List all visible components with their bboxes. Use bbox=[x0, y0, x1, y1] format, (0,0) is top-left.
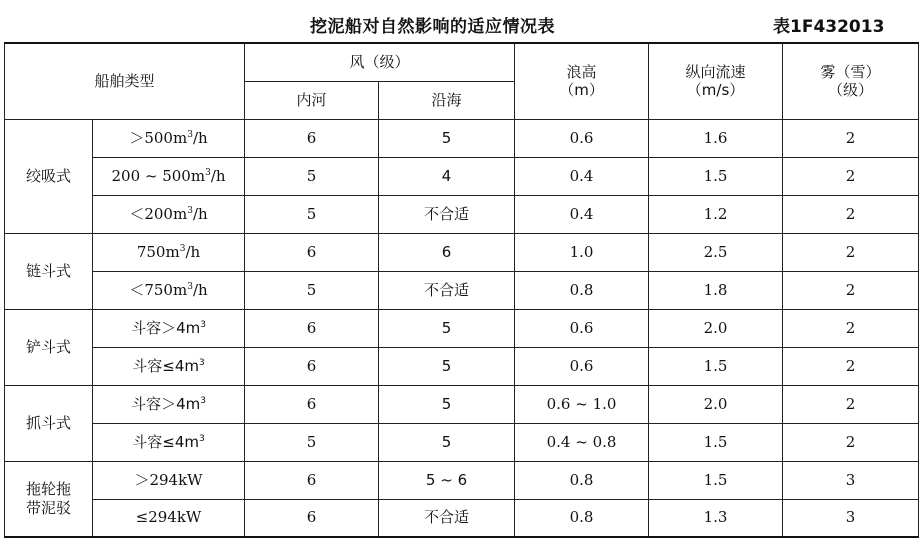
inland-cell: 6 bbox=[245, 119, 379, 157]
group-bucket-chain: 链斗式 bbox=[5, 233, 93, 309]
wave-cell: 0.6 bbox=[515, 309, 649, 347]
fog-cell: 3 bbox=[783, 461, 919, 499]
current-cell: 1.5 bbox=[649, 347, 783, 385]
table-title: 挖泥船对自然影响的适应情况表 bbox=[310, 17, 555, 37]
table-row bbox=[5, 423, 919, 461]
table-row bbox=[5, 461, 919, 499]
table-row bbox=[5, 385, 919, 423]
header-wind: 风（级） bbox=[245, 43, 515, 81]
current-cell: 1.6 bbox=[649, 119, 783, 157]
header-wave-label: 浪高 bbox=[566, 62, 597, 81]
inland-cell: 6 bbox=[245, 233, 379, 271]
current-cell: 2.5 bbox=[649, 233, 783, 271]
coastal-cell: 6 bbox=[379, 233, 515, 271]
group-dipper: 铲斗式 bbox=[5, 309, 93, 385]
inland-cell: 6 bbox=[245, 347, 379, 385]
header-fog bbox=[783, 43, 919, 119]
header-current-unit: （m/s） bbox=[686, 81, 745, 100]
header-fog-label: 雾（雪） bbox=[820, 62, 881, 81]
inland-cell: 5 bbox=[245, 157, 379, 195]
coastal-cell: 5 bbox=[379, 119, 515, 157]
fog-cell: 2 bbox=[783, 423, 919, 461]
coastal-cell: 不合适 bbox=[379, 195, 515, 233]
group-tug-barge-line2: 带泥驳 bbox=[25, 498, 71, 517]
coastal-cell: 不合适 bbox=[379, 499, 515, 537]
fog-cell: 3 bbox=[783, 499, 919, 537]
coastal-cell: 5 bbox=[379, 347, 515, 385]
inland-cell: 6 bbox=[245, 385, 379, 423]
header-row-1 bbox=[5, 43, 919, 81]
current-cell: 1.2 bbox=[649, 195, 783, 233]
fog-cell: 2 bbox=[783, 233, 919, 271]
header-wave-unit: （m） bbox=[559, 81, 604, 100]
inland-cell: 6 bbox=[245, 461, 379, 499]
inland-cell: 5 bbox=[245, 271, 379, 309]
spec-cell: $<200m^3/h$ bbox=[93, 195, 245, 233]
current-cell: 1.5 bbox=[649, 461, 783, 499]
spec-cell: 斗容$\le 4m^3$ bbox=[93, 347, 245, 385]
wave-cell: 0.8 bbox=[515, 271, 649, 309]
group-grab: 抓斗式 bbox=[5, 385, 93, 461]
wave-cell: 0.4 bbox=[515, 195, 649, 233]
header-coastal: 沿海 bbox=[379, 81, 515, 119]
fog-cell: 2 bbox=[783, 271, 919, 309]
fog-cell: 2 bbox=[783, 195, 919, 233]
inland-cell: 5 bbox=[245, 423, 379, 461]
wave-cell: 0.6 bbox=[515, 119, 649, 157]
inland-cell: 6 bbox=[245, 309, 379, 347]
inland-cell: 6 bbox=[245, 499, 379, 537]
inland-cell: 5 bbox=[245, 195, 379, 233]
current-cell: 1.5 bbox=[649, 157, 783, 195]
current-cell: 1.5 bbox=[649, 423, 783, 461]
header-wave-height bbox=[515, 43, 649, 119]
spec-cell: 200 ~ $500m^3/h$ bbox=[93, 157, 245, 195]
group-tug-barge bbox=[5, 461, 93, 537]
table-caption bbox=[0, 6, 923, 38]
coastal-cell: 5 ~ 6 bbox=[379, 461, 515, 499]
wave-cell: 1.0 bbox=[515, 233, 649, 271]
table-row bbox=[5, 119, 919, 157]
fog-cell: 2 bbox=[783, 157, 919, 195]
header-ship-type: 船舶类型 bbox=[5, 43, 245, 119]
wave-cell: 0.8 bbox=[515, 499, 649, 537]
header-fog-unit: （级） bbox=[828, 81, 874, 100]
spec-cell: 斗容$>4m^3$ bbox=[93, 309, 245, 347]
group-tug-barge-line1: 拖轮拖 bbox=[25, 480, 71, 498]
current-cell: 1.3 bbox=[649, 499, 783, 537]
coastal-cell: 4 bbox=[379, 157, 515, 195]
spec-cell: $>500m^3/h$ bbox=[93, 119, 245, 157]
spec-cell: $750m^3/h$ bbox=[93, 233, 245, 271]
current-cell: 2.0 bbox=[649, 385, 783, 423]
header-current-label: 纵向流速 bbox=[685, 62, 746, 81]
wave-cell: 0.4 bbox=[515, 157, 649, 195]
spec-cell: $<750m^3/h$ bbox=[93, 271, 245, 309]
header-inland: 内河 bbox=[245, 81, 379, 119]
current-cell: 2.0 bbox=[649, 309, 783, 347]
wave-cell: 0.4 ~ 0.8 bbox=[515, 423, 649, 461]
table-row bbox=[5, 271, 919, 309]
coastal-cell: 5 bbox=[379, 309, 515, 347]
header-current bbox=[649, 43, 783, 119]
wave-cell: 0.8 bbox=[515, 461, 649, 499]
wave-cell: 0.6 bbox=[515, 347, 649, 385]
spec-cell: ≤294kW bbox=[93, 499, 245, 537]
spec-cell: ＞294kW bbox=[93, 461, 245, 499]
dredger-adaptation-table bbox=[4, 42, 919, 538]
coastal-cell: 5 bbox=[379, 385, 515, 423]
table-row bbox=[5, 195, 919, 233]
coastal-cell: 不合适 bbox=[379, 271, 515, 309]
fog-cell: 2 bbox=[783, 309, 919, 347]
wave-cell: 0.6 ~ 1.0 bbox=[515, 385, 649, 423]
fog-cell: 2 bbox=[783, 347, 919, 385]
spec-cell: 斗容$\le 4m^3$ bbox=[93, 423, 245, 461]
coastal-cell: 5 bbox=[379, 423, 515, 461]
table-row bbox=[5, 499, 919, 537]
fog-cell: 2 bbox=[783, 385, 919, 423]
table-row bbox=[5, 233, 919, 271]
group-cutter-suction: 绞吸式 bbox=[5, 119, 93, 233]
table-row bbox=[5, 309, 919, 347]
fog-cell: 2 bbox=[783, 119, 919, 157]
current-cell: 1.8 bbox=[649, 271, 783, 309]
table-row bbox=[5, 157, 919, 195]
table-row bbox=[5, 347, 919, 385]
spec-cell: 斗容$>4m^3$ bbox=[93, 385, 245, 423]
table-code: 表1F432013 bbox=[773, 17, 885, 37]
